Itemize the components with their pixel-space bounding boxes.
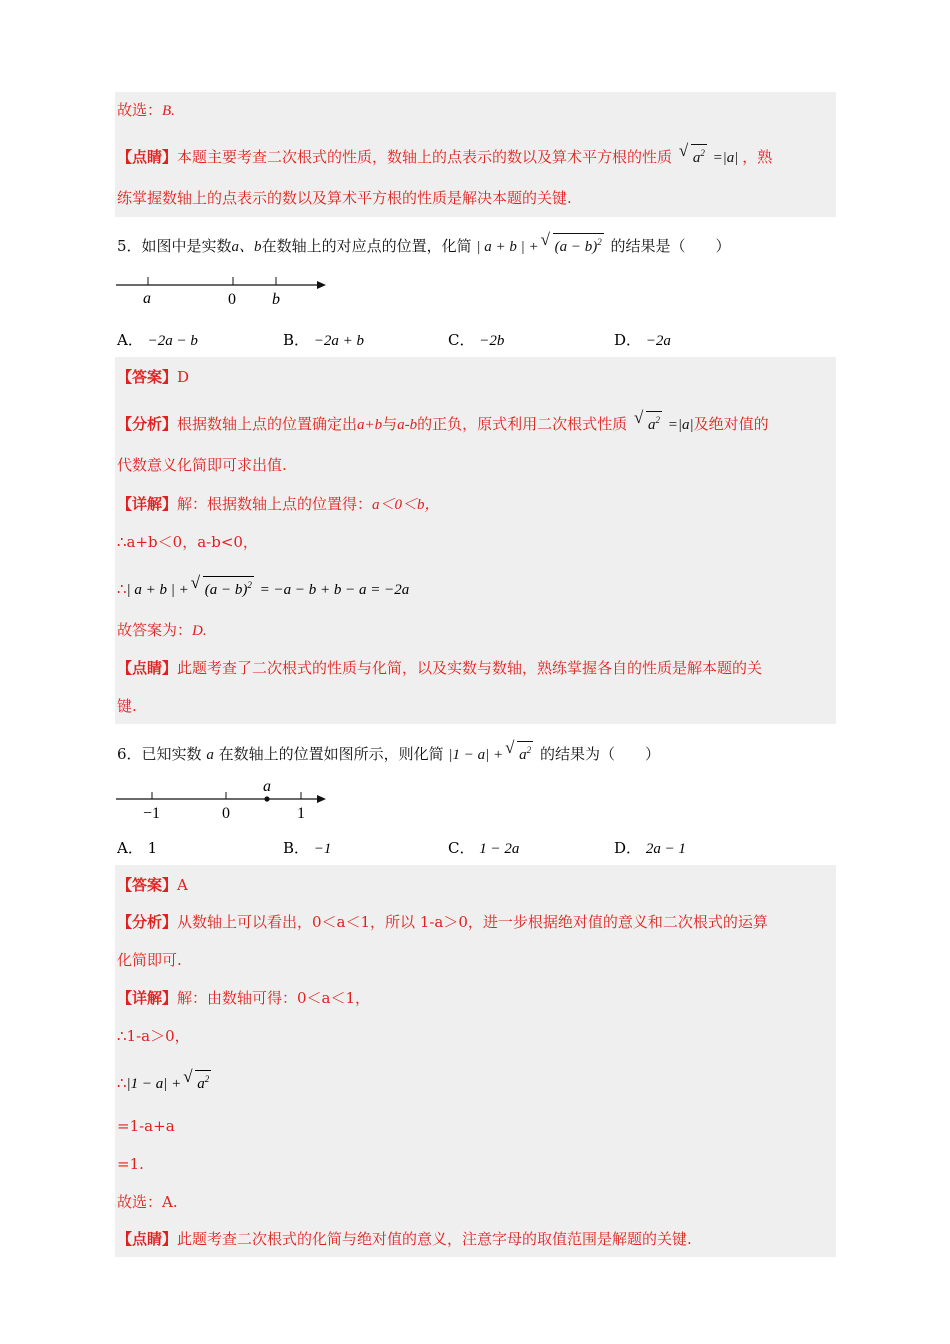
q5-axis-label-a: a bbox=[143, 290, 151, 307]
q4-comment-line-2: 练掌握数轴上的点表示的数以及算术平方根的性质是解决本题的关键. bbox=[117, 189, 572, 207]
q6-detail-line-2: ∴1-a＞0， bbox=[117, 1027, 190, 1045]
q5-stem: 5．如图中是实数a、b在数轴上的对应点的位置，化简 | a + b | +√ $(a - b)^2$ 的结果是（ ） bbox=[117, 233, 731, 257]
q6-option-c[interactable]: C． 1 − 2a bbox=[448, 839, 520, 857]
q5-analysis-line-2: 代数意义化简即可求出值. bbox=[117, 456, 287, 474]
q5-number-line bbox=[112, 268, 332, 310]
q5-detail-line-2: ∴a+b＜0，a-b<0， bbox=[117, 533, 258, 551]
q6-stem-formula: |1 − a| +√ $a^2$ bbox=[448, 747, 535, 763]
q5-axis-label-b: b bbox=[272, 291, 280, 308]
q6-analysis-line-2: 化简即可. bbox=[117, 951, 182, 969]
q6-number-line bbox=[112, 778, 332, 822]
q4-comment-line-1: 【点睛】本题主要考查二次根式的性质，数轴上的点表示的数以及算术平方根的性质 √ $a^2 =|a|$ ，熟 bbox=[117, 144, 772, 168]
q5-detail-line-3: ∴| a + b | +√ $(a - b)^2 = -a - b + b - a = -2a$ bbox=[117, 576, 409, 600]
q5-answer: 【答案】D bbox=[117, 368, 190, 386]
q5-comment-line-1: 【点睛】此题考查了二次根式的性质与化简，以及实数与数轴，熟练掌握各自的性质是解本题的关 bbox=[117, 659, 763, 677]
q6-axis-label-minus1: −1 bbox=[143, 805, 161, 822]
q6-axis-label-a: a bbox=[263, 778, 271, 795]
q5-detail-line-4: 故答案为：D. bbox=[117, 621, 207, 639]
q5-option-a[interactable]: A． −2a − b bbox=[117, 331, 198, 349]
q5-detail-line-1: 【详解】解：根据数轴上点的位置得：a＜0＜b， bbox=[117, 495, 440, 513]
q5-stem-formula: | a + b | +√ $(a - b)^2$ bbox=[476, 239, 605, 255]
q6-axis-label-0: 0 bbox=[222, 805, 230, 822]
q6-analysis-line-1: 【分析】从数轴上可以看出，0＜a＜1，所以 1-a＞0，进一步根据绝对值的意义和二次根式的运算 bbox=[117, 913, 768, 931]
q6-detail-line-4: =1-a+a bbox=[117, 1117, 175, 1135]
q6-answer: 【答案】A bbox=[117, 876, 188, 894]
q5-option-d[interactable]: D． −2a bbox=[614, 331, 671, 349]
q4-choice-line: 故选：B. bbox=[117, 101, 175, 119]
q5-axis-label-0: 0 bbox=[228, 291, 236, 308]
sqrt-abs-formula: √ $a^2 =|a|$ bbox=[677, 150, 742, 166]
q6-option-d[interactable]: D． 2a − 1 bbox=[614, 839, 686, 857]
q6-comment-line-1: 【点睛】此题考查二次根式的化简与绝对值的意义，注意字母的取值范围是解题的关键. bbox=[117, 1230, 692, 1248]
q6-detail-line-1: 【详解】解：由数轴可得：0＜a＜1， bbox=[117, 989, 371, 1007]
q6-option-b[interactable]: B． −1 bbox=[283, 839, 332, 857]
q6-detail-line-3: ∴|1 − a| +√ $a^2$ bbox=[117, 1070, 213, 1094]
q6-detail-line-5: =1. bbox=[117, 1155, 144, 1173]
q6-detail-line-6: 故选：A. bbox=[117, 1193, 178, 1211]
q5-analysis-line-1: 【分析】根据数轴上点的位置确定出a+b与a-b的正负，原式利用二次根式性质 √ $a^2 =|a|$及绝对值的 bbox=[117, 411, 769, 435]
q5-option-b[interactable]: B． −2a + b bbox=[283, 331, 365, 349]
q6-axis-label-1: 1 bbox=[297, 805, 305, 822]
q6-stem: 6．已知实数 a 在数轴上的位置如图所示，则化简 |1 − a| +√ $a^2$ 的结果为（ ） bbox=[117, 741, 660, 765]
q6-option-a[interactable]: A． 1 bbox=[117, 839, 158, 857]
q5-option-c[interactable]: C． −2b bbox=[448, 331, 505, 349]
q5-comment-line-2: 键. bbox=[117, 697, 137, 715]
